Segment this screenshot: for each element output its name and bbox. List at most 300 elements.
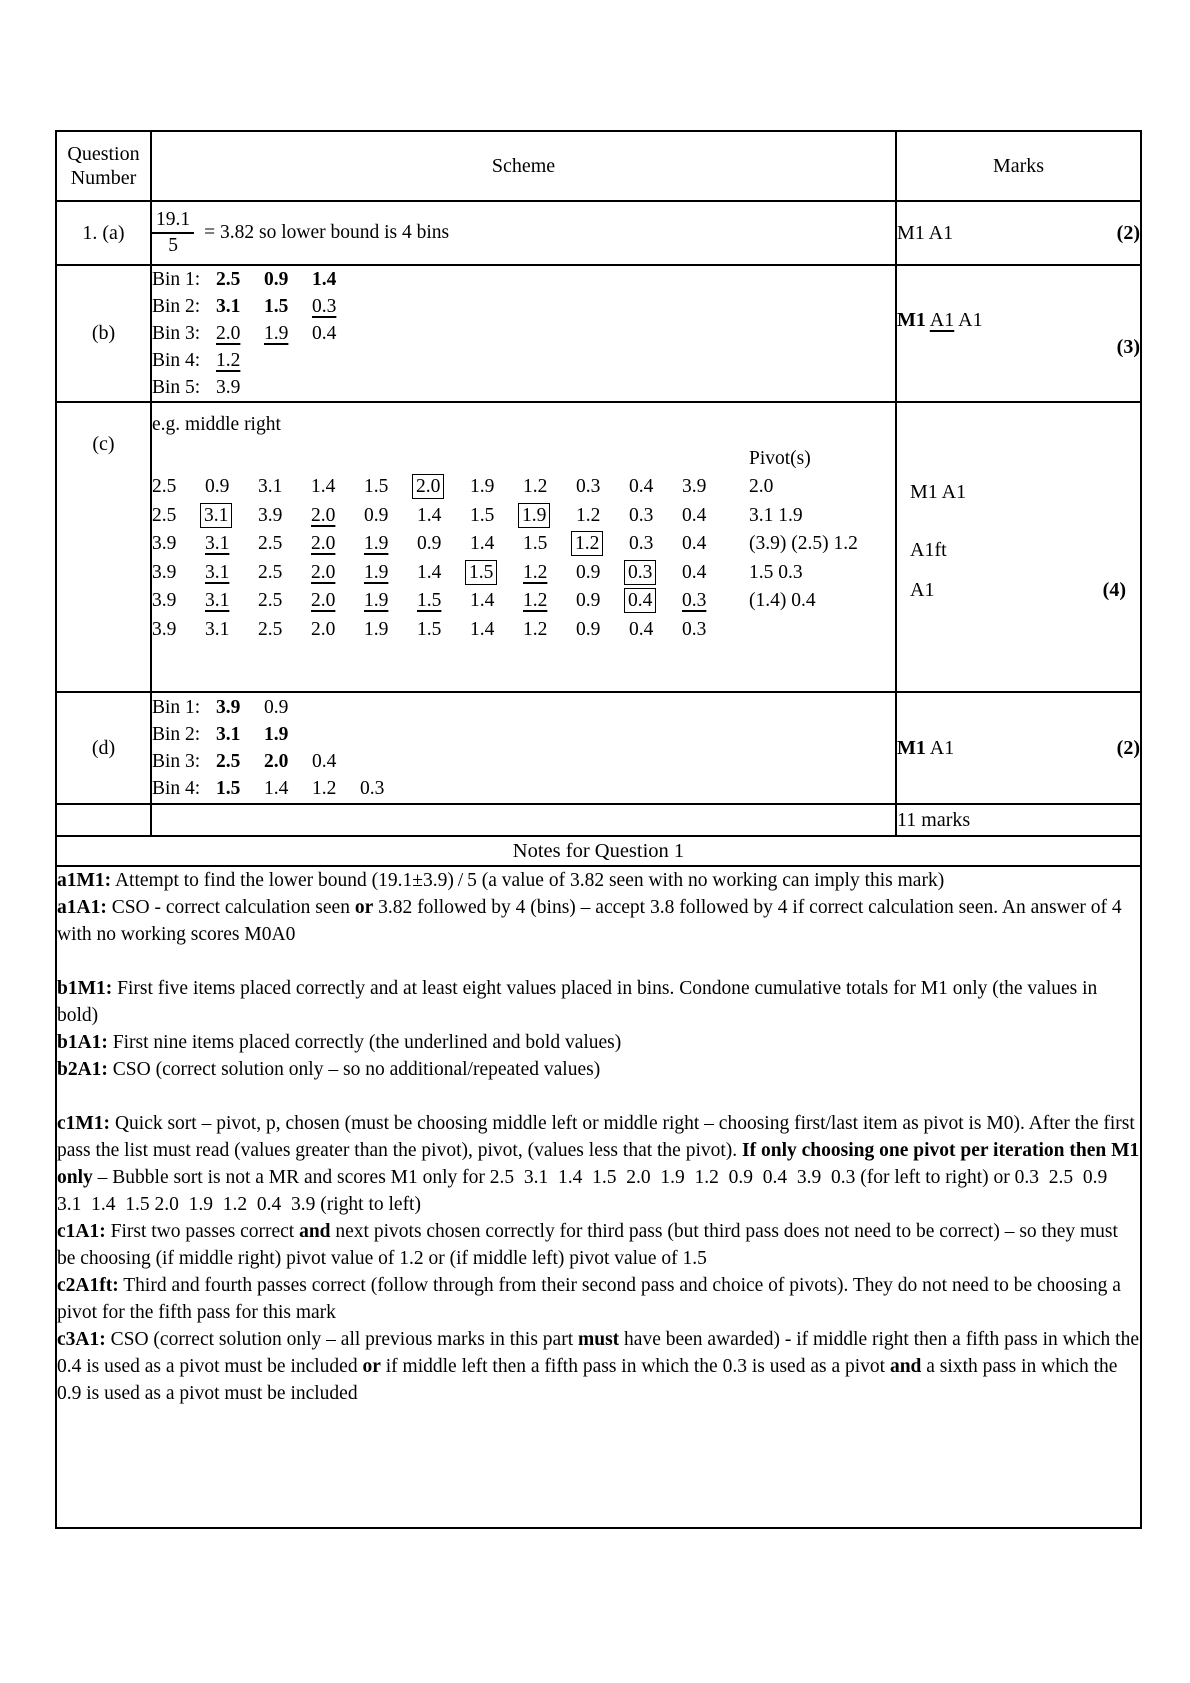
sort-value-slot	[205, 505, 258, 527]
underlined-value: 1.9	[364, 533, 389, 555]
row-notes-body	[56, 866, 1141, 1528]
lower-bound-calculation	[152, 209, 895, 257]
sort-pass-row	[152, 616, 895, 645]
text-segment: c1M1:	[57, 1113, 111, 1134]
total-empty-question	[56, 804, 151, 836]
bin-value-slot	[312, 775, 360, 802]
underlined-value: 2.0	[311, 561, 336, 583]
text-segment: c3A1:	[57, 1329, 106, 1350]
sort-value-slot	[417, 533, 470, 555]
text-segment: 1.9	[264, 724, 289, 745]
pivot-values: (3.9) (2.5) 1.2	[749, 533, 858, 555]
note-paragraph	[57, 1029, 1140, 1056]
underlined-value: 2.0	[216, 323, 241, 344]
marks-cell-a	[896, 201, 1141, 265]
sort-value-slot	[576, 476, 629, 498]
text-segment: 0.4	[682, 504, 707, 526]
sort-value-slot	[258, 476, 311, 498]
text-segment: 0.9	[417, 533, 442, 555]
sort-value-slot	[576, 533, 629, 555]
underlined-value: 2.0	[311, 504, 336, 526]
marks-count-d: (2)	[1116, 736, 1140, 759]
text-segment: 1.5	[264, 296, 289, 317]
marks-count-c: (4)	[1102, 579, 1126, 601]
total-empty-scheme	[151, 804, 896, 836]
text-segment: 0.4	[629, 618, 654, 640]
note-paragraph	[57, 975, 1140, 1029]
sort-value-slot	[470, 590, 523, 612]
row-notes-title	[56, 836, 1141, 866]
notes-title: Notes for Question 1	[56, 836, 1141, 866]
text-segment: 3.1	[216, 296, 241, 317]
sort-value-slot	[682, 619, 735, 641]
sort-pass-row	[152, 502, 895, 531]
bin-label: Bin 5:	[152, 377, 201, 398]
pivot-values: 3.1 1.9	[749, 504, 803, 526]
boxed-pivot-value: 1.9	[518, 503, 550, 528]
text-segment: A1	[954, 308, 983, 331]
text-segment: – Bubble sort is not a MR and scores M1 only for 2.5 3.1 1.4 1.5 2.0 1.9 1.2 0.9 0.4 3.9 0.3 (for left to right) or 0.3 2.5 0.9 3.1 1.4 1.5 2.0 1.9 1.2 0.4 3.9 (right to left)	[57, 1167, 1113, 1215]
bin-label: Bin 4:	[152, 350, 201, 371]
text-segment: b1M1:	[57, 978, 113, 999]
marks-codes-d	[897, 737, 954, 760]
sort-value-slot	[311, 619, 364, 641]
bin-label: Bin 4:	[152, 778, 201, 799]
text-segment: next pivots chosen correctly for third pass (but third pass does not need to be correct) – so they must be choosing (if middle right) pivot value of 1.2 or (if middle left) pivot value of 1.5	[57, 1221, 1118, 1269]
sort-value-slot	[470, 533, 523, 555]
bin-value-slot	[216, 347, 264, 374]
sort-value-slot	[311, 590, 364, 612]
text-segment: First five items placed correctly and at least eight values placed in bins. Condone cumulative totals for M1 only (the values in bold)	[57, 978, 1098, 1026]
text-segment: have been awarded) - if middle right then a fifth pass in which the 0.4 is used as a pivot must be included	[57, 1329, 1139, 1377]
text-segment: 1.9	[364, 618, 389, 640]
sort-value-slot	[258, 533, 311, 555]
marks-codes-a	[897, 222, 953, 245]
bin-line	[152, 374, 895, 401]
text-segment: A1	[910, 579, 935, 601]
marks-codes-c-2	[910, 539, 947, 562]
scheme-cell-a	[151, 201, 896, 265]
text-segment: 2.5	[258, 533, 283, 555]
text-segment: CSO (correct solution only – all previous marks in this part	[105, 1329, 578, 1350]
text-segment: CSO (correct solution only – so no additional/repeated values)	[107, 1059, 601, 1080]
text-segment: 2.5	[216, 269, 241, 290]
row-part-d	[56, 692, 1141, 804]
text-segment: 0.3	[629, 533, 654, 555]
marks-line-c-3	[910, 579, 1126, 602]
header-question-number: Question Number	[56, 131, 151, 201]
sort-value-slot	[576, 505, 629, 527]
sort-value-slot	[470, 476, 523, 498]
header-row	[56, 131, 1141, 201]
sort-value-slot	[629, 533, 682, 555]
text-segment: 2.5	[258, 561, 283, 583]
sort-value-slot	[629, 505, 682, 527]
text-segment: if middle left then a fifth pass in which the 0.3 is used as a pivot	[380, 1356, 890, 1377]
bin-line	[152, 293, 895, 320]
bin-line	[152, 775, 895, 802]
row-part-a	[56, 201, 1141, 265]
boxed-pivot-value: 3.1	[200, 503, 232, 528]
text-segment: 1.4	[470, 618, 495, 640]
text-segment: 3.9	[216, 377, 241, 398]
text-segment: 1.9	[470, 476, 495, 498]
text-segment: 1.2	[576, 504, 601, 526]
boxed-pivot-value: 0.4	[624, 588, 656, 613]
text-segment: 0.9	[264, 269, 289, 290]
sort-pass-row	[152, 473, 895, 502]
text-segment: 3.9	[152, 590, 177, 612]
sort-value-slot	[205, 562, 258, 584]
sort-value-slot	[364, 505, 417, 527]
sort-pass-row	[152, 559, 895, 588]
text-segment: Third and fourth passes correct (follow through from their second pass and choice of pivots). They do not need to be choosing a pivot for the fifth pass for this mark	[57, 1275, 1121, 1323]
question-label-c: (c)	[56, 402, 151, 692]
fraction-numerator: 19.1	[152, 209, 194, 234]
text-segment: 2.5	[258, 618, 283, 640]
text-segment: 3.1	[216, 724, 241, 745]
text-segment: 3.9	[682, 476, 707, 498]
pivot-values: 2.0	[749, 476, 774, 498]
question-label-b: (b)	[56, 265, 151, 402]
pivot-values: 1.5 0.3	[749, 561, 803, 583]
bin-label: Bin 2:	[152, 296, 201, 317]
sort-value-slot	[258, 619, 311, 641]
bin-value-slot	[264, 775, 312, 802]
sort-value-slot	[417, 562, 470, 584]
text-segment: c2A1ft:	[57, 1275, 119, 1296]
sort-pass-row	[152, 530, 895, 559]
bin-value-slot	[312, 293, 360, 320]
text-segment: 0.9	[264, 697, 289, 718]
bin-packing-list-b	[152, 266, 895, 401]
text-segment: 1.4	[417, 561, 442, 583]
boxed-pivot-value: 1.2	[571, 531, 603, 556]
marks-codes-c-1	[910, 481, 966, 504]
scheme-cell-c	[151, 402, 896, 692]
sort-value-slot	[417, 619, 470, 641]
bin-label: Bin 3:	[152, 323, 201, 344]
text-segment: and	[889, 1356, 922, 1377]
bin-value-slot	[264, 721, 312, 748]
note-paragraph	[57, 894, 1140, 948]
sort-value-slot	[523, 590, 576, 612]
sort-value-slot	[523, 562, 576, 584]
text-segment: 3.1	[205, 618, 230, 640]
text-segment: 1.4	[312, 269, 337, 290]
bin-value-slot	[264, 293, 312, 320]
text-segment: 2.5	[152, 476, 177, 498]
text-segment: 2.0	[311, 618, 336, 640]
sort-value-slot	[682, 476, 735, 498]
sort-value-slot	[523, 505, 576, 527]
underlined-value: 1.2	[523, 590, 548, 612]
bin-value-slot	[216, 694, 264, 721]
bin-value-slot	[312, 748, 360, 775]
note-paragraph	[57, 1110, 1140, 1218]
text-segment: a1M1:	[57, 870, 112, 891]
marks-line-d	[897, 737, 1140, 760]
text-segment: or	[362, 1356, 381, 1377]
marks-cell-b	[896, 265, 1141, 402]
row-part-c	[56, 402, 1141, 692]
scheme-cell-b	[151, 265, 896, 402]
text-segment: 3.9	[152, 533, 177, 555]
bin-value-slot	[216, 293, 264, 320]
sort-value-slot	[258, 562, 311, 584]
text-segment: must	[578, 1329, 620, 1350]
total-marks: 11 marks	[896, 804, 1141, 836]
underlined-value: 1.2	[523, 561, 548, 583]
sort-value-slot	[470, 562, 523, 584]
question-label-d: (d)	[56, 692, 151, 804]
sort-value-slot	[152, 476, 205, 498]
text-segment: 0.3	[360, 778, 385, 799]
underlined-value: 3.1	[205, 561, 230, 583]
bin-label: Bin 1:	[152, 269, 201, 290]
sort-value-slot	[311, 505, 364, 527]
text-segment: 3.1	[258, 476, 283, 498]
sort-value-slot	[258, 590, 311, 612]
sort-value-slot	[311, 476, 364, 498]
sort-value-slot	[311, 562, 364, 584]
underlined-value: 0.3	[312, 296, 337, 317]
sort-value-slot	[629, 590, 682, 612]
bin-value-slot	[312, 320, 360, 347]
text-segment: 0.9	[205, 476, 230, 498]
text-segment: 3.82 followed by 4 (bins) – accept 3.8 followed by 4 if correct calculation seen. An answer of 4 with no working scores M0A0	[57, 897, 1122, 945]
text-segment: 1.2	[312, 778, 337, 799]
text-segment: 1.5	[417, 618, 442, 640]
text-segment: 0.9	[576, 618, 601, 640]
text-segment: a sixth pass in which the 0.9 is used as a pivot must be included	[57, 1356, 1118, 1404]
bin-line	[152, 266, 895, 293]
text-segment: 3.9	[152, 618, 177, 640]
sort-value-slot	[364, 476, 417, 498]
header-scheme: Scheme	[151, 131, 896, 201]
sort-value-slot	[152, 562, 205, 584]
quick-sort-passes	[152, 473, 895, 644]
text-segment: 3.9	[152, 561, 177, 583]
bin-value-slot	[264, 748, 312, 775]
note-paragraph	[57, 1272, 1140, 1326]
marks-cell-c	[896, 402, 1141, 692]
text-segment: 2.5	[152, 504, 177, 526]
text-segment: c1A1:	[57, 1221, 106, 1242]
text-segment: 1.2	[523, 476, 548, 498]
text-segment: A1ft	[910, 539, 947, 561]
note-paragraph	[57, 1056, 1140, 1083]
text-segment: M1	[897, 308, 926, 331]
sort-value-slot	[629, 476, 682, 498]
note-paragraph	[57, 1218, 1140, 1272]
sort-value-slot	[152, 533, 205, 555]
bin-value-slot	[216, 748, 264, 775]
underlined-value: 1.2	[216, 350, 241, 371]
marks-count-b: (3)	[1116, 335, 1140, 358]
text-segment: 1.5	[523, 533, 548, 555]
text-segment: A1	[925, 736, 955, 759]
text-segment: 0.9	[576, 561, 601, 583]
sort-value-slot	[470, 619, 523, 641]
text-segment: 3.9	[216, 697, 241, 718]
text-segment: First two passes correct	[105, 1221, 300, 1242]
row-part-b	[56, 265, 1141, 402]
underlined-value: 1.5	[417, 590, 442, 612]
marks-codes-b	[897, 309, 1140, 332]
sort-value-slot	[576, 562, 629, 584]
text-segment: 0.4	[312, 323, 337, 344]
text-segment: 0.3	[629, 504, 654, 526]
sort-value-slot	[629, 619, 682, 641]
text-segment: 0.9	[364, 504, 389, 526]
text-segment: 0.3	[576, 476, 601, 498]
bin-value-slot	[216, 320, 264, 347]
sort-value-slot	[682, 533, 735, 555]
text-segment: 1.5	[216, 778, 241, 799]
sort-value-slot	[152, 619, 205, 641]
fraction-denominator: 5	[168, 235, 178, 256]
underlined-value: 1.9	[364, 590, 389, 612]
sort-value-slot	[576, 619, 629, 641]
sort-value-slot	[523, 533, 576, 555]
text-segment: 0.4	[312, 751, 337, 772]
header-marks: Marks	[896, 131, 1141, 201]
sort-value-slot	[682, 590, 735, 612]
bin-line	[152, 721, 895, 748]
text-segment: 2.0	[264, 751, 289, 772]
mark-scheme-table	[55, 130, 1142, 1529]
underlined-value: 3.1	[205, 533, 230, 555]
sort-value-slot	[417, 590, 470, 612]
text-segment: 0.3	[682, 618, 707, 640]
sort-value-slot	[152, 590, 205, 612]
text-segment: 2.5	[258, 590, 283, 612]
boxed-pivot-value: 0.3	[624, 560, 656, 585]
underlined-value: 2.0	[311, 590, 336, 612]
text-segment: First nine items placed correctly (the underlined and bold values)	[107, 1032, 622, 1053]
underlined-value: A1	[929, 308, 955, 331]
bin-label: Bin 2:	[152, 724, 201, 745]
sort-value-slot	[152, 505, 205, 527]
underlined-value: 0.3	[682, 590, 707, 612]
bin-label: Bin 1:	[152, 697, 201, 718]
sort-pass-row	[152, 587, 895, 616]
text-segment: 1.4	[470, 590, 495, 612]
marks-codes-c-3	[910, 579, 934, 602]
text-segment: Quick sort – pivot, p, chosen (must be choosing middle left or middle right – choosing first/last item as pivot is M0). After the first pass the list must read (values greater than the pivot), pivot, (values less that the pivot).	[57, 1113, 1135, 1161]
text-segment: 1.4	[470, 533, 495, 555]
sort-value-slot	[258, 505, 311, 527]
bin-value-slot	[264, 694, 312, 721]
row-total	[56, 804, 1141, 836]
text-segment: 1.5	[364, 476, 389, 498]
bin-value-slot	[264, 320, 312, 347]
sort-value-slot	[629, 562, 682, 584]
text-segment: M1	[897, 736, 926, 759]
bin-value-slot	[216, 775, 264, 802]
text-segment: CSO - correct calculation seen	[106, 897, 355, 918]
pivot-values: (1.4) 0.4	[749, 590, 816, 612]
text-segment: 1.4	[311, 476, 336, 498]
marks-cell-d	[896, 692, 1141, 804]
question-label-a: 1. (a)	[56, 201, 151, 265]
pivot-column-header: Pivot(s)	[749, 448, 811, 469]
bin-value-slot	[360, 775, 408, 802]
text-segment: and	[299, 1221, 331, 1242]
boxed-pivot-value: 1.5	[465, 560, 497, 585]
bin-packing-list-d	[152, 694, 895, 802]
sort-value-slot	[523, 476, 576, 498]
text-segment: M1 A1	[910, 481, 967, 503]
sort-value-slot	[364, 533, 417, 555]
marks-line-a	[897, 222, 1140, 245]
underlined-value: 3.1	[205, 590, 230, 612]
underlined-value: 1.9	[264, 323, 289, 344]
sort-value-slot	[682, 562, 735, 584]
bin-line	[152, 748, 895, 775]
text-segment: 3.9	[258, 504, 283, 526]
sort-value-slot	[682, 505, 735, 527]
text-segment: b1A1:	[57, 1032, 108, 1053]
text-segment: 1.4	[264, 778, 289, 799]
text-segment: 1.4	[417, 504, 442, 526]
fraction	[152, 209, 194, 257]
sort-value-slot	[470, 505, 523, 527]
text-segment: or	[354, 897, 374, 918]
note-paragraph	[57, 1326, 1140, 1407]
sort-value-slot	[205, 590, 258, 612]
text-segment: Attempt to find the lower bound (19.1±3.9) / 5 (a value of 3.82 seen with no working can imply this mark)	[111, 870, 945, 891]
text-segment: 2.5	[216, 751, 241, 772]
bin-value-slot	[216, 374, 264, 401]
scheme-cell-d	[151, 692, 896, 804]
calculation-result-text: = 3.82 so lower bound is 4 bins	[204, 222, 450, 243]
sort-value-slot	[364, 619, 417, 641]
text-segment: 1.5	[470, 504, 495, 526]
bin-label: Bin 3:	[152, 751, 201, 772]
example-note: e.g. middle right	[152, 414, 281, 435]
text-segment: 0.4	[629, 476, 654, 498]
sort-value-slot	[523, 619, 576, 641]
underlined-value: 2.0	[311, 533, 336, 555]
bin-value-slot	[216, 266, 264, 293]
boxed-pivot-value: 2.0	[412, 474, 444, 499]
sort-value-slot	[576, 590, 629, 612]
text-segment: 0.4	[682, 533, 707, 555]
text-segment: M1 A1	[897, 221, 954, 244]
bin-value-slot	[216, 721, 264, 748]
sort-value-slot	[417, 505, 470, 527]
note-paragraph	[57, 867, 1140, 894]
text-segment: 0.4	[682, 561, 707, 583]
sort-value-slot	[205, 533, 258, 555]
bin-line	[152, 347, 895, 374]
text-segment: 1.2	[523, 618, 548, 640]
bin-value-slot	[312, 266, 360, 293]
sort-value-slot	[205, 619, 258, 641]
bin-value-slot	[264, 266, 312, 293]
text-segment: If only choosing one pivot per iteration then M1 only	[57, 1140, 1140, 1188]
bin-line	[152, 694, 895, 721]
sort-value-slot	[417, 476, 470, 498]
text-segment: 0.9	[576, 590, 601, 612]
bin-line	[152, 320, 895, 347]
marks-count-a: (2)	[1116, 221, 1140, 244]
underlined-value: 1.9	[364, 561, 389, 583]
text-segment: a1A1:	[57, 897, 107, 918]
sort-value-slot	[205, 476, 258, 498]
